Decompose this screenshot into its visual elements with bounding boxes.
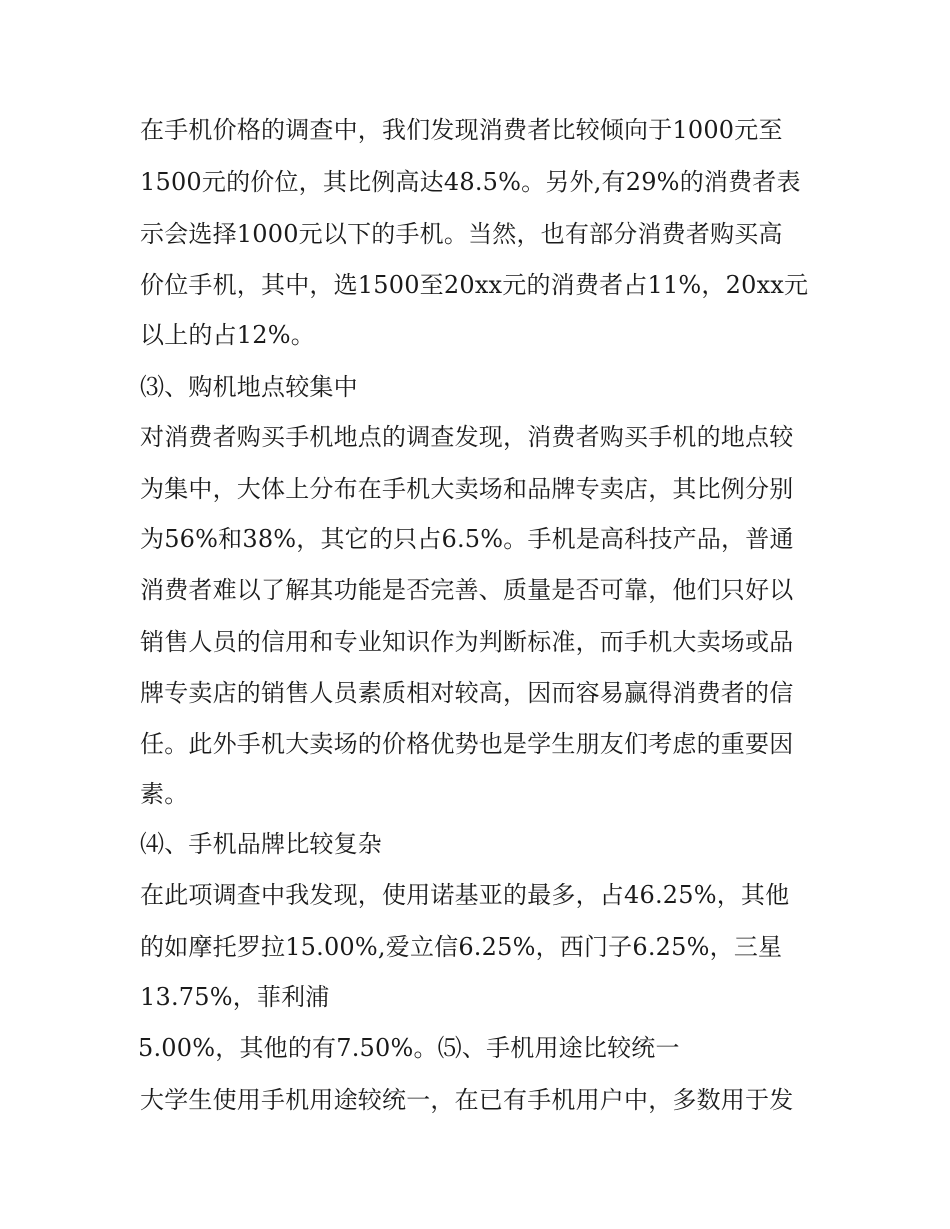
text-line: 素。: [140, 780, 189, 808]
section-heading-3: ⑶、购机地点较集中: [140, 373, 358, 401]
text-line: 为集中，大体上分布在手机大卖场和品牌专卖店，其比例分别: [140, 475, 794, 503]
text-line: 对消费者购买手机地点的调查发现，消费者购买手机的地点较: [140, 423, 794, 451]
text-line: 在此项调查中我发现，使用诺基亚的最多，占46.25%，其他: [140, 881, 790, 909]
text-line: 任。此外手机大卖场的价格优势也是学生朋友们考虑的重要因: [140, 730, 794, 758]
text-line: 在手机价格的调查中，我们发现消费者比较倾向于1000元至: [140, 116, 783, 144]
text-line: 价位手机，其中，选1500至20xx元的消费者占11%，20xx元: [140, 271, 809, 299]
text-line: 为56%和38%，其它的只占6.5%。手机是高科技产品，普通: [140, 525, 794, 553]
text-line: 的如摩托罗拉15.00%,爱立信6.25%，西门子6.25%，三星: [140, 933, 783, 961]
text-line: 13.75%，菲利浦: [140, 983, 330, 1011]
text-line: 消费者难以了解其功能是否完善、质量是否可靠，他们只好以: [140, 576, 794, 604]
text-line: 销售人员的信用和专业知识作为判断标准，而手机大卖场或品: [140, 628, 794, 656]
text-line-with-heading-5: 5.00%，其他的有7.50%。⑸、手机用途比较统一: [138, 1034, 680, 1062]
text-line: 大学生使用手机用途较统一，在已有手机用户中，多数用于发: [140, 1086, 794, 1114]
section-heading-4: ⑷、手机品牌比较复杂: [140, 830, 382, 858]
text-line: 以上的占12%。: [140, 321, 315, 349]
text-line: 1500元的价位，其比例高达48.5%。另外,有29%的消费者表: [140, 168, 801, 196]
text-line: 示会选择1000元以下的手机。当然，也有部分消费者购买高: [140, 220, 783, 248]
text-line: 牌专卖店的销售人员素质相对较高，因而容易赢得消费者的信: [140, 679, 794, 707]
